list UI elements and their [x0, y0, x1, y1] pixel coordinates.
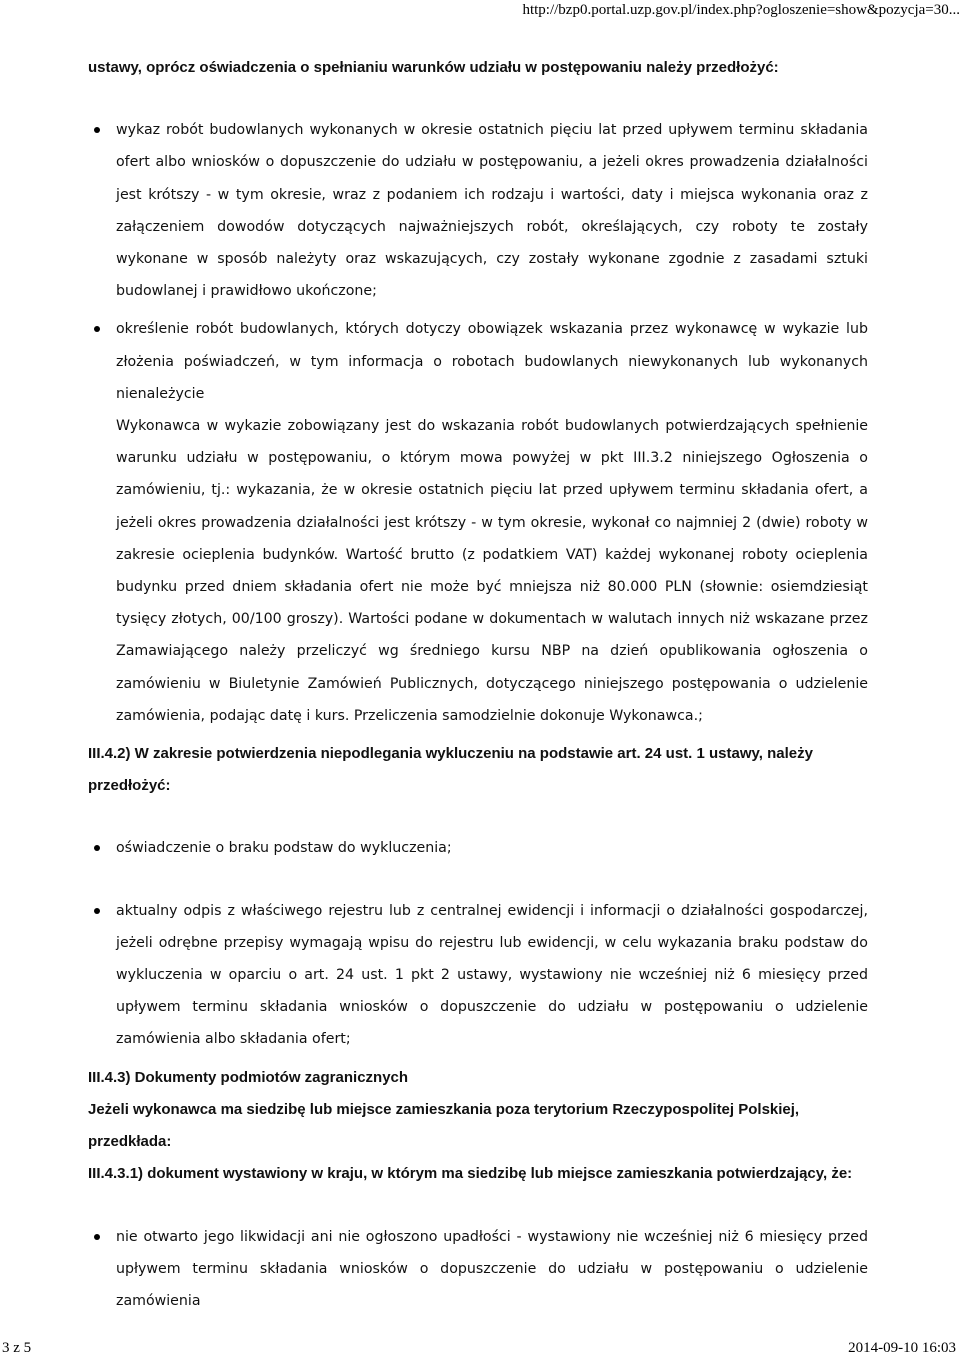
print-datetime: 2014-09-10 16:03: [848, 1340, 956, 1356]
list-item: nie otwarto jego likwidacji ani nie ogłoszono upadłości - wystawiony nie wcześniej niż 6 miesięcy przed upływem terminu składania wniosków o dopuszczenie do udziału w postępowaniu o udzielenie zamówienia: [88, 1221, 868, 1318]
list-item: oświadczenie o braku podstaw do wykluczenia;: [88, 832, 868, 864]
section-heading-III-4-3: III.4.3) Dokumenty podmiotów zagranicznych: [88, 1068, 409, 1086]
section-heading-III-4-3-1: III.4.3.1) dokument wystawiony w kraju, w którym ma siedzibę lub miejsce zamieszkania potwierdzający, że:: [88, 1165, 853, 1183]
list-item: określenie robót budowlanych, których dotyczy obowiązek wskazania przez wykonawcę w wykazie lub złożenia poświadczeń, w tym informacja o robotach budowlanych niewykonanych lub wykonanych nienależycie: [88, 313, 868, 410]
foreign-documents-list: [88, 1221, 868, 1318]
foreign-entity-heading: Jeżeli wykonawca ma siedzibę lub miejsce zamieszkania poza terytorium Rzeczypospolitej Polskiej, przedkłada:: [88, 1100, 800, 1151]
section-heading-III-4-2: III.4.2) W zakresie potwierdzenia niepodlegania wykluczeniu na podstawie art. 24 ust. 1 ustawy, należy przedłożyć:: [88, 745, 813, 795]
page-url: http://bzp0.portal.uzp.gov.pl/index.php?ogloszenie=show&pozycja=30...: [522, 2, 960, 18]
intro-heading: ustawy, oprócz oświadczenia o spełnianiu warunków udziału w postępowaniu należy przedłożyć:: [88, 59, 779, 76]
document-body: [88, 52, 868, 1317]
exclusion-documents-list: [88, 832, 868, 1055]
works-note: Wykonawca w wykazie zobowiązany jest do wskazania robót budowlanych potwierdzających spełnienie warunku udziału w postępowaniu, o którym mowa powyżej w pkt III.3.2 niniejszego Ogłoszenia o zamówieniu, tj.: wykazania, że w okresie ostatnich pięciu lat przed upływem terminu składania ofert, a jeżeli okres prowadzenia działalności jest krótszy - w tym okresie, wykonał co najmniej 2 (dwie) roboty w zakresie ocieplenia budynków. Wartość brutto (z podatkiem VAT) każdej wykonanej roboty ocieplenia budynku przed dniem składania ofert nie może być mniejsza niż 80.000 PLN (słownie: osiemdziesiąt tysięcy złotych, 00/100 groszy). Wartości podane w dokumentach w walutach innych niż wskazane przez Zamawiającego należy przeliczyć wg średniego kursu NBP na dzień opublikowania ogłoszenia o zamówieniu w Biuletynie Zamówień Publicznych, dotyczącego niniejszego postępowania o udzielenie zamówienia, podając datę i kurs. Przeliczenia samodzielnie dokonuje Wykonawca.;: [116, 418, 868, 724]
page-number: 3 z 5: [2, 1340, 32, 1356]
required-documents-list: [88, 114, 868, 410]
list-item: wykaz robót budowlanych wykonanych w okresie ostatnich pięciu lat przed upływem terminu składania ofert albo wniosków o dopuszczenie do udziału w postępowaniu, a jeżeli okres prowadzenia działalności jest krótszy - w tym okresie, wraz z podaniem ich rodzaju i wartości, daty i miejsca wykonania oraz z załączeniem dowodów dotyczących najważniejszych robót, określających, czy roboty te zostały wykonane w sposób należyty oraz wskazujących, czy zostały wykonane zgodnie z zasadami sztuki budowlanej i prawidłowo ukończone;: [88, 114, 868, 307]
list-item: aktualny odpis z właściwego rejestru lub z centralnej ewidencji i informacji o działalności gospodarczej, jeżeli odrębne przepisy wymagają wpisu do rejestru lub ewidencji, w celu wykazania braku podstaw do wykluczenia w oparciu o art. 24 ust. 1 pkt 2 ustawy, wystawiony nie wcześniej niż 6 miesięcy przed upływem terminu składania wniosków o dopuszczenie do udziału w postępowaniu o udzielenie zamówienia albo składania ofert;: [88, 895, 868, 1056]
